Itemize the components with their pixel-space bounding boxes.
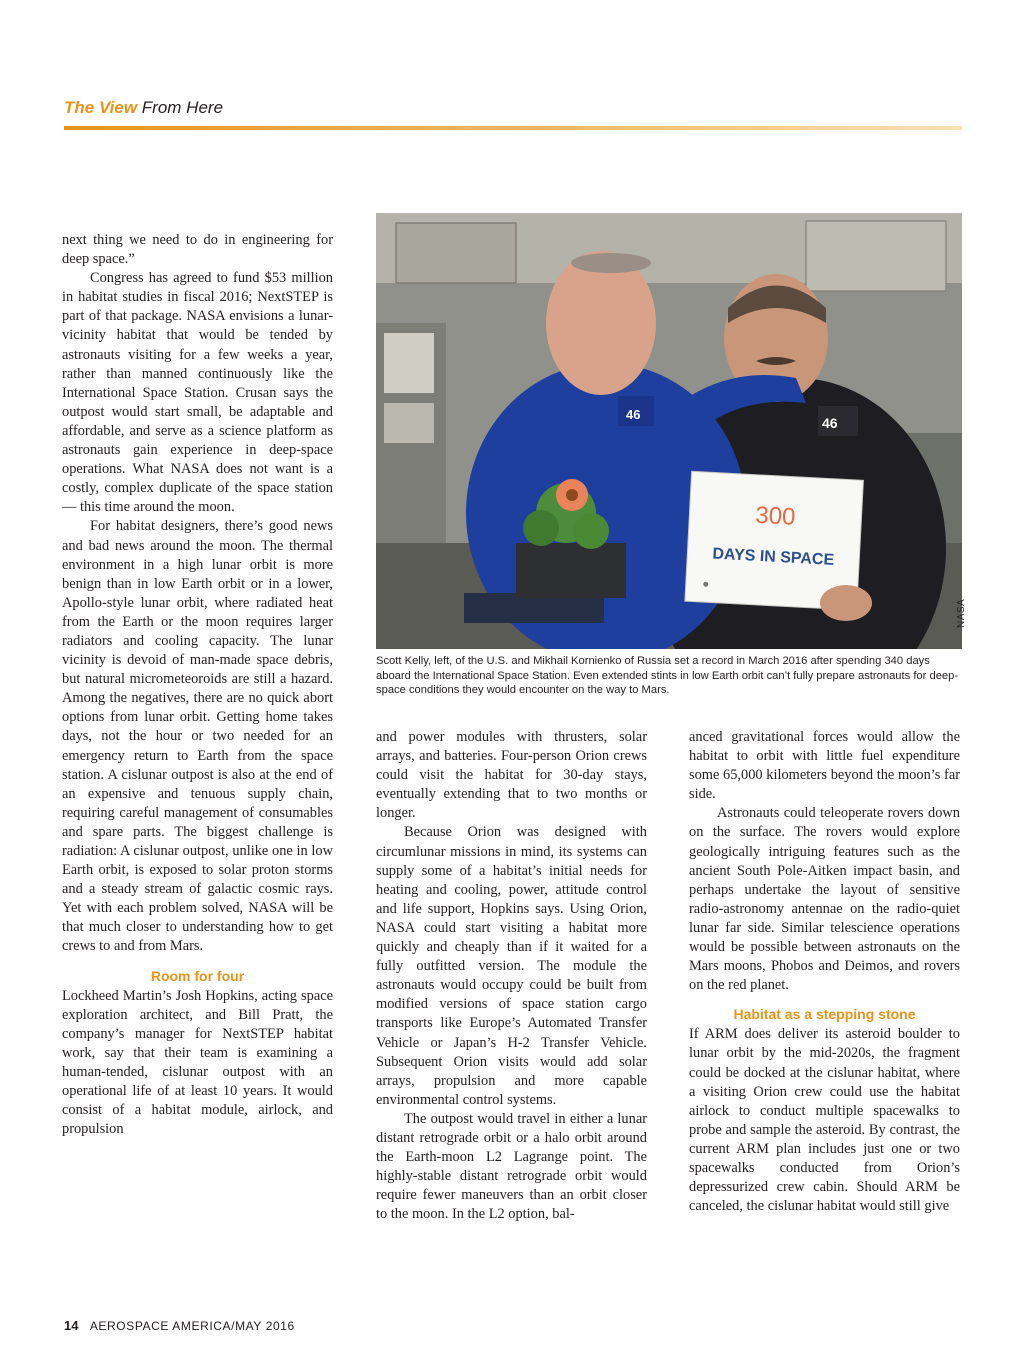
paragraph: Because Orion was designed with circumlunar missions in mind, its systems can supply some of a habitat’s initial needs for heating and cooling, power, attitude control and life support, Hopkins says. Using Orion, NASA could start visiting a habitat more quickly and cheaply than if it waited for a fully outfitted version. The module the astronauts would occupy could be built from modified versions of space station cargo transports like Europe’s Automated Transfer Vehicle or Japan’s H-2 Transfer Vehicle. Subsequent Orion visits would add solar arrays, propulsion and more capable environmental control systems. [376, 824, 647, 1108]
page-footer [64, 1318, 295, 1333]
sign-number: 300 [754, 501, 797, 531]
column-3 [689, 728, 960, 1216]
paragraph: If ARM does deliver its asteroid boulder to lunar orbit by the mid-2020s, the fragment could be docked at the cislunar habitat, where a visiting Orion crew could use the habitat airlock to conduct multiple spacewalks to probe and sample the asteroid. By contrast, the current ARM plan includes just one or two spacewalks conducted from Orion’s depressurized crew cabin. Should ARM be canceled, the cislunar habitat would still give [689, 1026, 960, 1215]
astronauts-illustration [376, 213, 962, 649]
paragraph: For habitat designers, there’s good news and bad news around the moon. The thermal environment in a high lunar orbit is more benign than in low Earth orbit or in a lower, Apollo-style lunar orbit, where radiated heat from the Earth or the moon requires larger radiators and cooling capacity. The lunar vicinity is devoid of man-made space debris, but natural micrometeoroids are still a hazard. Among the negatives, there are no quick abort options from lunar orbit. Getting home takes days, not the hour or two needed for an emergency return to Earth from the space station. A cislunar outpost is also at the end of an expensive and tenuous supply chain, requiring careful management of consumables and spare parts. The biggest challenge is radiation: A cislunar outpost, unlike one in low Earth orbit, is exposed to solar proton storms and a steady stream of galactic cosmic rays. Yet with each problem solved, NASA will be that much closer to understanding how to get crews to and from Mars. [62, 518, 333, 955]
publication-name: AEROSPACE AMERICA/MAY 2016 [89, 1319, 295, 1333]
paragraph: The outpost would travel in either a lunar distant retrograde orbit or a halo orbit around the Earth-moon L2 Lagrange point. The highly-stable distant retrograde orbit would require fewer maneuvers than an orbit closer to the moon. In the L2 option, bal- [376, 1110, 647, 1223]
section-header [64, 98, 223, 118]
paragraph: anced gravitational forces would allow the habitat to orbit with little fuel expenditure some 65,000 kilometers beyond the moon’s far side. [689, 729, 960, 803]
paragraph: Lockheed Martin’s Josh Hopkins, acting space exploration architect, and Bill Pratt, the company’s manager for NextSTEP habitat work, say that their team is examining a human-tended, cislunar outpost with an operational life of at least 10 years. It would consist of a habitat module, airlock, and propulsion [62, 987, 333, 1138]
paragraph: Congress has agreed to fund $53 million in habitat studies in fiscal 2016; NextSTEP is part of that package. NASA envisions a lunar-vicinity habitat that would be tended by astronauts visiting for a few weeks a year, rather than manned continuously like the International Space Station. Crusan says the outpost would start small, be adaptable and affordable, and serve as a science platform as astronauts gain experience in deep-space operations. What NASA does not want is a costly, complex duplicate of the space station — this time around the moon. [62, 270, 333, 516]
astronauts-photo [376, 213, 962, 649]
paragraph: and power modules with thrusters, solar arrays, and batteries. Four-person Orion crews could visit the habitat for 30-day stays, eventually extending that to two months or longer. [376, 729, 647, 822]
column-1 [62, 231, 333, 1139]
sign-text: DAYS IN SPACE [712, 545, 835, 569]
section-title-bold: The View [64, 98, 138, 117]
left-patch-number: 46 [626, 407, 641, 422]
paragraph: next thing we need to do in engineering for deep space.” [62, 232, 333, 268]
header-rule [64, 126, 962, 130]
photo-caption: Scott Kelly, left, of the U.S. and Mikhail Kornienko of Russia set a record in March 2016 after spending 340 days aboard the International Space Station. Even extended stints in low Earth orbit can’t fully prepare astronauts for deep-space conditions they would encounter on the way to Mars. [376, 655, 959, 697]
section-title-rest: From Here [141, 98, 224, 117]
paragraph: Astronauts could teleoperate rovers down on the surface. The rovers would explore geologically intriguing features such as the ancient South Pole-Aitken impact basin, and perhaps undertake the layout of sensitive radio-astronomy antennae on the radio-quiet lunar far side. Similar telescience operations would be possible between astronauts on the Mars moons, Phobos and Deimos, and rovers on the red planet. [689, 805, 960, 994]
page-number: 14 [64, 1318, 79, 1333]
photo-credit: NASA [956, 598, 967, 628]
column-2 [376, 728, 647, 1224]
right-patch-number: 46 [822, 415, 838, 431]
subheading-habitat-stepping-stone: Habitat as a stepping stone [733, 1006, 916, 1023]
subheading-room-for-four: Room for four [150, 967, 245, 984]
